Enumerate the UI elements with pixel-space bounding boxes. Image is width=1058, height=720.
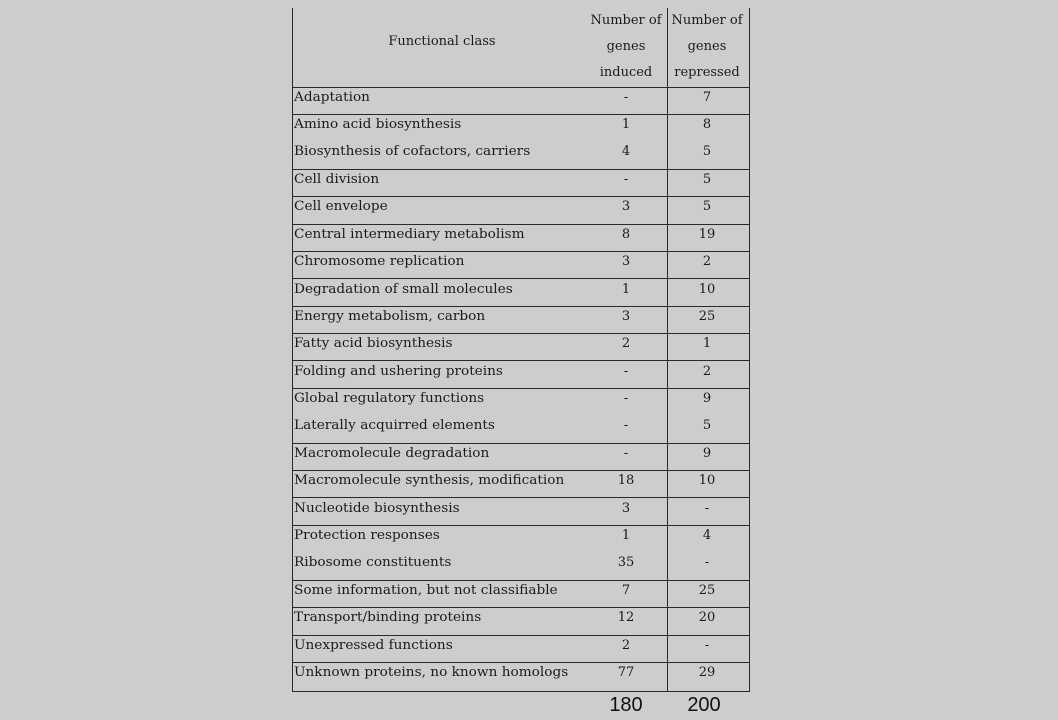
row-functional-class: Ribosome constituents <box>294 555 452 570</box>
row-functional-class: Nucleotide biosynthesis <box>294 501 460 516</box>
header-repressed-line2: genes <box>687 39 727 54</box>
row-genes-induced: - <box>623 90 629 105</box>
row-genes-repressed: 9 <box>702 391 712 406</box>
row-genes-repressed: 8 <box>702 117 712 132</box>
row-genes-induced: 2 <box>621 336 631 351</box>
row-genes-repressed: 5 <box>702 144 712 159</box>
row-divider <box>292 635 750 636</box>
row-genes-repressed: - <box>704 638 710 653</box>
table-border-bottom <box>292 691 750 692</box>
row-functional-class: Biosynthesis of cofactors, carriers <box>294 144 531 159</box>
row-genes-induced: 1 <box>621 117 631 132</box>
row-genes-induced: 3 <box>621 309 631 324</box>
row-genes-repressed: 25 <box>698 583 716 598</box>
row-divider <box>292 580 750 581</box>
row-genes-repressed: 7 <box>702 90 712 105</box>
row-functional-class: Central intermediary metabolism <box>294 227 525 242</box>
total-repressed: 200 <box>687 694 721 716</box>
row-genes-repressed: 2 <box>702 254 712 269</box>
header-induced-line1: Number of <box>590 13 662 28</box>
row-functional-class: Folding and ushering proteins <box>294 364 503 379</box>
row-genes-induced: 1 <box>621 282 631 297</box>
row-functional-class: Cell envelope <box>294 199 388 214</box>
header-repressed-line1: Number of <box>671 13 743 28</box>
row-genes-repressed: 4 <box>702 528 712 543</box>
table-border-right <box>749 8 750 691</box>
row-genes-induced: - <box>623 446 629 461</box>
row-functional-class: Cell division <box>294 172 380 187</box>
row-genes-induced: 77 <box>617 665 635 680</box>
row-functional-class: Adaptation <box>294 90 370 105</box>
row-functional-class: Unexpressed functions <box>294 638 453 653</box>
row-genes-repressed: - <box>704 555 710 570</box>
row-functional-class: Macromolecule synthesis, modification <box>294 473 565 488</box>
header-functional-class: Functional class <box>388 34 496 49</box>
header-repressed-line3: repressed <box>674 65 740 80</box>
row-genes-induced: 18 <box>617 473 635 488</box>
row-functional-class: Amino acid biosynthesis <box>294 117 462 132</box>
row-divider <box>292 114 750 115</box>
row-genes-induced: 3 <box>621 199 631 214</box>
column-divider <box>667 8 668 691</box>
header-repressed <box>669 8 745 86</box>
row-divider <box>292 497 750 498</box>
row-genes-repressed: 10 <box>698 282 716 297</box>
row-genes-repressed: 10 <box>698 473 716 488</box>
row-functional-class: Some information, but not classifiable <box>294 583 558 598</box>
row-genes-repressed: - <box>704 501 710 516</box>
table-border-left <box>292 8 293 691</box>
header-induced-line3: induced <box>599 65 653 80</box>
row-genes-induced: 3 <box>621 254 631 269</box>
row-genes-induced: 7 <box>621 583 631 598</box>
row-genes-repressed: 1 <box>702 336 712 351</box>
row-genes-repressed: 19 <box>698 227 716 242</box>
row-divider <box>292 388 750 389</box>
row-divider <box>292 87 750 88</box>
row-genes-induced: 12 <box>617 610 635 625</box>
row-genes-repressed: 20 <box>698 610 716 625</box>
row-divider <box>292 333 750 334</box>
row-functional-class: Unknown proteins, no known homologs <box>294 665 569 680</box>
row-genes-induced: - <box>623 391 629 406</box>
row-functional-class: Transport/binding proteins <box>294 610 482 625</box>
row-genes-induced: 35 <box>617 555 635 570</box>
row-functional-class: Macromolecule degradation <box>294 446 490 461</box>
row-divider <box>292 196 750 197</box>
row-divider <box>292 278 750 279</box>
row-genes-repressed: 5 <box>702 418 712 433</box>
row-divider <box>292 360 750 361</box>
row-genes-repressed: 5 <box>702 172 712 187</box>
row-functional-class: Protection responses <box>294 528 440 543</box>
row-genes-induced: 8 <box>621 227 631 242</box>
row-divider <box>292 607 750 608</box>
row-genes-repressed: 29 <box>698 665 716 680</box>
row-genes-induced: - <box>623 172 629 187</box>
row-functional-class: Laterally acquirred elements <box>294 418 495 433</box>
row-genes-repressed: 25 <box>698 309 716 324</box>
row-genes-repressed: 2 <box>702 364 712 379</box>
total-induced: 180 <box>609 694 643 716</box>
row-genes-induced: 3 <box>621 501 631 516</box>
row-divider <box>292 251 750 252</box>
row-divider <box>292 306 750 307</box>
header-induced <box>588 8 664 86</box>
row-genes-induced: 2 <box>621 638 631 653</box>
row-genes-induced: 4 <box>621 144 631 159</box>
row-functional-class: Chromosome replication <box>294 254 465 269</box>
row-genes-induced: 1 <box>621 528 631 543</box>
row-divider <box>292 443 750 444</box>
header-induced-line2: genes <box>606 39 646 54</box>
row-functional-class: Global regulatory functions <box>294 391 485 406</box>
row-functional-class: Fatty acid biosynthesis <box>294 336 453 351</box>
row-divider <box>292 662 750 663</box>
row-genes-repressed: 5 <box>702 199 712 214</box>
row-functional-class: Energy metabolism, carbon <box>294 309 486 324</box>
row-genes-repressed: 9 <box>702 446 712 461</box>
row-divider <box>292 470 750 471</box>
row-divider <box>292 525 750 526</box>
row-genes-induced: - <box>623 364 629 379</box>
row-genes-induced: - <box>623 418 629 433</box>
row-functional-class: Degradation of small molecules <box>294 282 513 297</box>
row-divider <box>292 224 750 225</box>
row-divider <box>292 169 750 170</box>
